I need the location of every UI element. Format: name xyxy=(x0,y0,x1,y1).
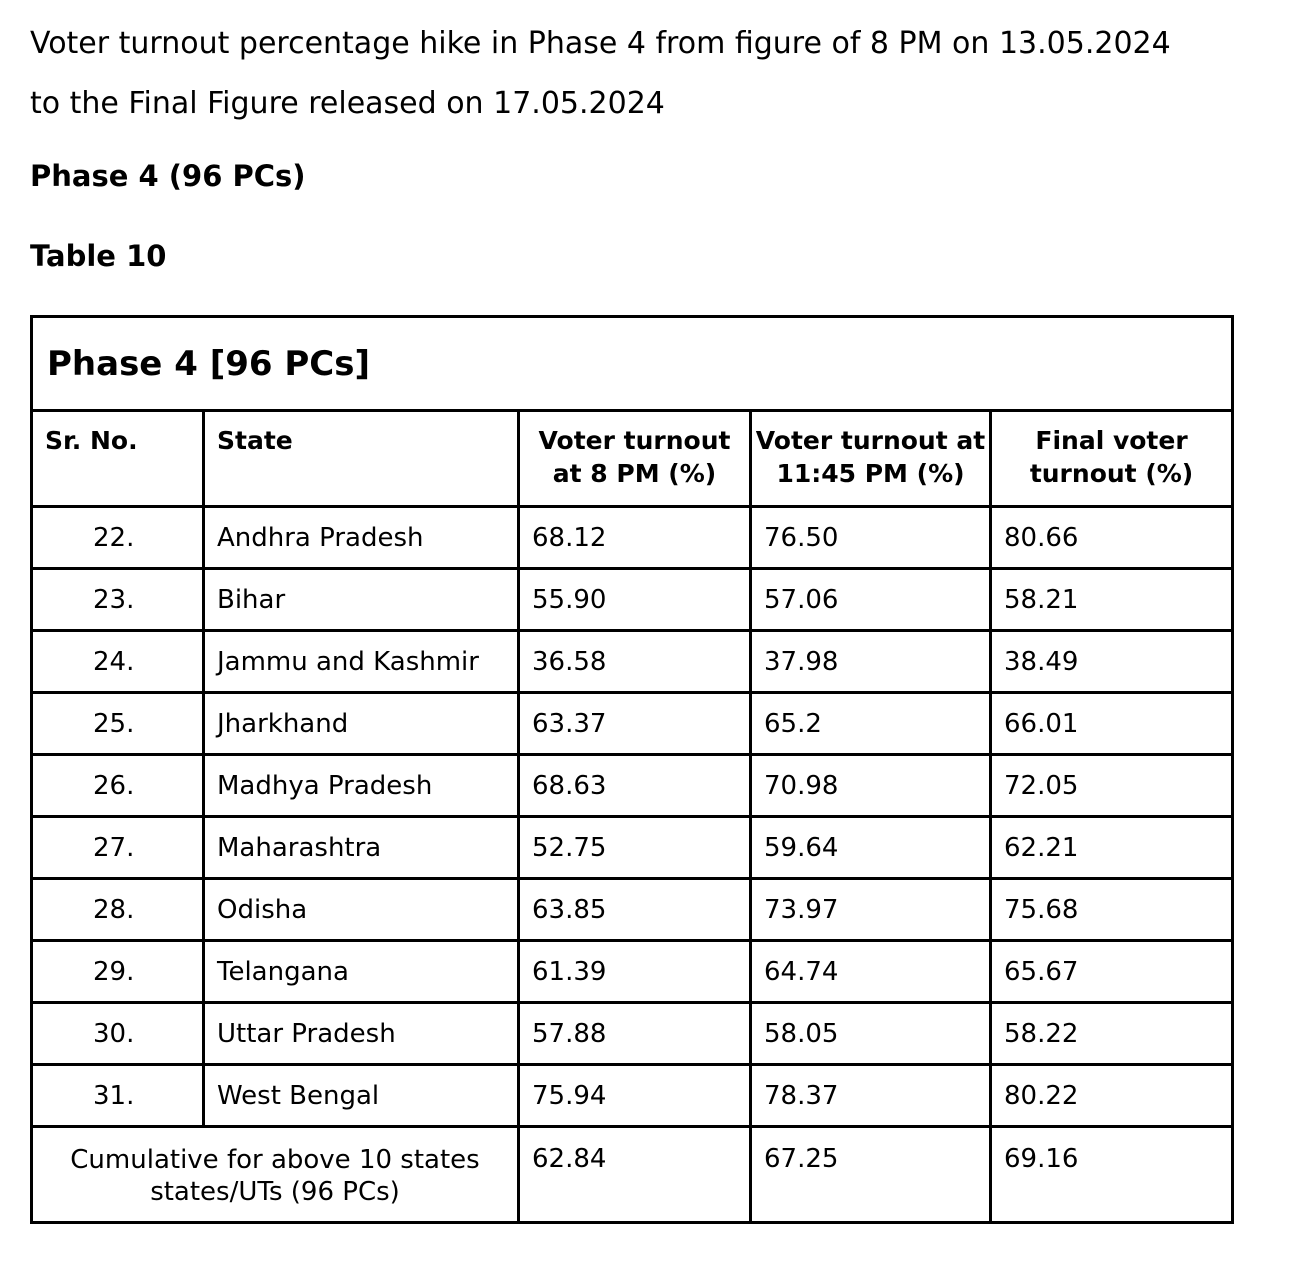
table-row xyxy=(32,507,1233,569)
cell-turnout-8pm: 52.75 xyxy=(519,817,751,879)
table-row xyxy=(32,755,1233,817)
table-row xyxy=(32,817,1233,879)
cell-state: Telangana xyxy=(204,941,519,1003)
cell-final-turnout: 72.05 xyxy=(991,755,1233,817)
cell-state: Odisha xyxy=(204,879,519,941)
cell-turnout-1145pm: 70.98 xyxy=(751,755,991,817)
cell-state: Jammu and Kashmir xyxy=(204,631,519,693)
cumulative-final-turnout: 69.16 xyxy=(991,1127,1233,1223)
cell-sr-no: 30. xyxy=(32,1003,204,1065)
cell-turnout-8pm: 68.63 xyxy=(519,755,751,817)
cell-state: Andhra Pradesh xyxy=(204,507,519,569)
cell-sr-no: 29. xyxy=(32,941,204,1003)
cell-sr-no: 28. xyxy=(32,879,204,941)
cell-turnout-1145pm: 65.2 xyxy=(751,693,991,755)
cell-final-turnout: 80.22 xyxy=(991,1065,1233,1127)
cell-state: Uttar Pradesh xyxy=(204,1003,519,1065)
cell-state: Maharashtra xyxy=(204,817,519,879)
turnout-table xyxy=(30,315,1234,1224)
cell-final-turnout: 65.67 xyxy=(991,941,1233,1003)
table-row xyxy=(32,569,1233,631)
cell-state: Madhya Pradesh xyxy=(204,755,519,817)
phase-heading: Phase 4 (96 PCs) xyxy=(30,159,306,193)
cell-turnout-8pm: 63.37 xyxy=(519,693,751,755)
cumulative-label-line-1: Cumulative for above 10 states xyxy=(70,1145,480,1175)
cell-turnout-8pm: 75.94 xyxy=(519,1065,751,1127)
cell-turnout-8pm: 63.85 xyxy=(519,879,751,941)
cell-turnout-1145pm: 78.37 xyxy=(751,1065,991,1127)
cell-sr-no: 26. xyxy=(32,755,204,817)
cell-sr-no: 22. xyxy=(32,507,204,569)
cumulative-label xyxy=(32,1127,519,1223)
table-row xyxy=(32,1065,1233,1127)
table-header-row xyxy=(32,411,1233,507)
cell-turnout-8pm: 61.39 xyxy=(519,941,751,1003)
table-row xyxy=(32,941,1233,1003)
cell-final-turnout: 58.22 xyxy=(991,1003,1233,1065)
cell-turnout-1145pm: 76.50 xyxy=(751,507,991,569)
table-row xyxy=(32,631,1233,693)
cell-sr-no: 25. xyxy=(32,693,204,755)
cell-turnout-1145pm: 59.64 xyxy=(751,817,991,879)
cell-turnout-8pm: 57.88 xyxy=(519,1003,751,1065)
table-label: Table 10 xyxy=(30,239,167,273)
table-row xyxy=(32,1003,1233,1065)
cell-sr-no: 24. xyxy=(32,631,204,693)
cumulative-turnout-1145pm: 67.25 xyxy=(751,1127,991,1223)
cell-state: Jharkhand xyxy=(204,693,519,755)
header-state: State xyxy=(204,411,519,507)
table-row xyxy=(32,693,1233,755)
cell-turnout-1145pm: 57.06 xyxy=(751,569,991,631)
cell-turnout-1145pm: 73.97 xyxy=(751,879,991,941)
cell-turnout-8pm: 36.58 xyxy=(519,631,751,693)
header-turnout-8pm: Voter turnout at 8 PM (%) xyxy=(519,411,751,507)
cumulative-label-line-2: states/UTs (96 PCs) xyxy=(150,1177,400,1207)
header-turnout-1145pm: Voter turnout at 11:45 PM (%) xyxy=(751,411,991,507)
intro-line-2: to the Final Figure released on 17.05.2024 xyxy=(30,86,665,121)
cumulative-row xyxy=(32,1127,1233,1223)
cell-sr-no: 31. xyxy=(32,1065,204,1127)
cell-turnout-1145pm: 58.05 xyxy=(751,1003,991,1065)
cell-final-turnout: 66.01 xyxy=(991,693,1233,755)
intro-line-1: Voter turnout percentage hike in Phase 4 from figure of 8 PM on 13.05.2024 xyxy=(30,26,1171,61)
cumulative-turnout-8pm: 62.84 xyxy=(519,1127,751,1223)
intro-text xyxy=(30,14,1290,134)
table-caption-row xyxy=(32,317,1233,411)
cell-final-turnout: 62.21 xyxy=(991,817,1233,879)
cell-sr-no: 23. xyxy=(32,569,204,631)
cell-state: Bihar xyxy=(204,569,519,631)
cell-final-turnout: 75.68 xyxy=(991,879,1233,941)
cell-turnout-1145pm: 64.74 xyxy=(751,941,991,1003)
cell-state: West Bengal xyxy=(204,1065,519,1127)
cell-final-turnout: 58.21 xyxy=(991,569,1233,631)
table-row xyxy=(32,879,1233,941)
cell-final-turnout: 38.49 xyxy=(991,631,1233,693)
header-sr-no: Sr. No. xyxy=(32,411,204,507)
cell-turnout-8pm: 55.90 xyxy=(519,569,751,631)
table-caption: Phase 4 [96 PCs] xyxy=(32,317,1233,411)
cell-turnout-8pm: 68.12 xyxy=(519,507,751,569)
cell-turnout-1145pm: 37.98 xyxy=(751,631,991,693)
header-final-turnout: Final voter turnout (%) xyxy=(991,411,1233,507)
cell-sr-no: 27. xyxy=(32,817,204,879)
cell-final-turnout: 80.66 xyxy=(991,507,1233,569)
